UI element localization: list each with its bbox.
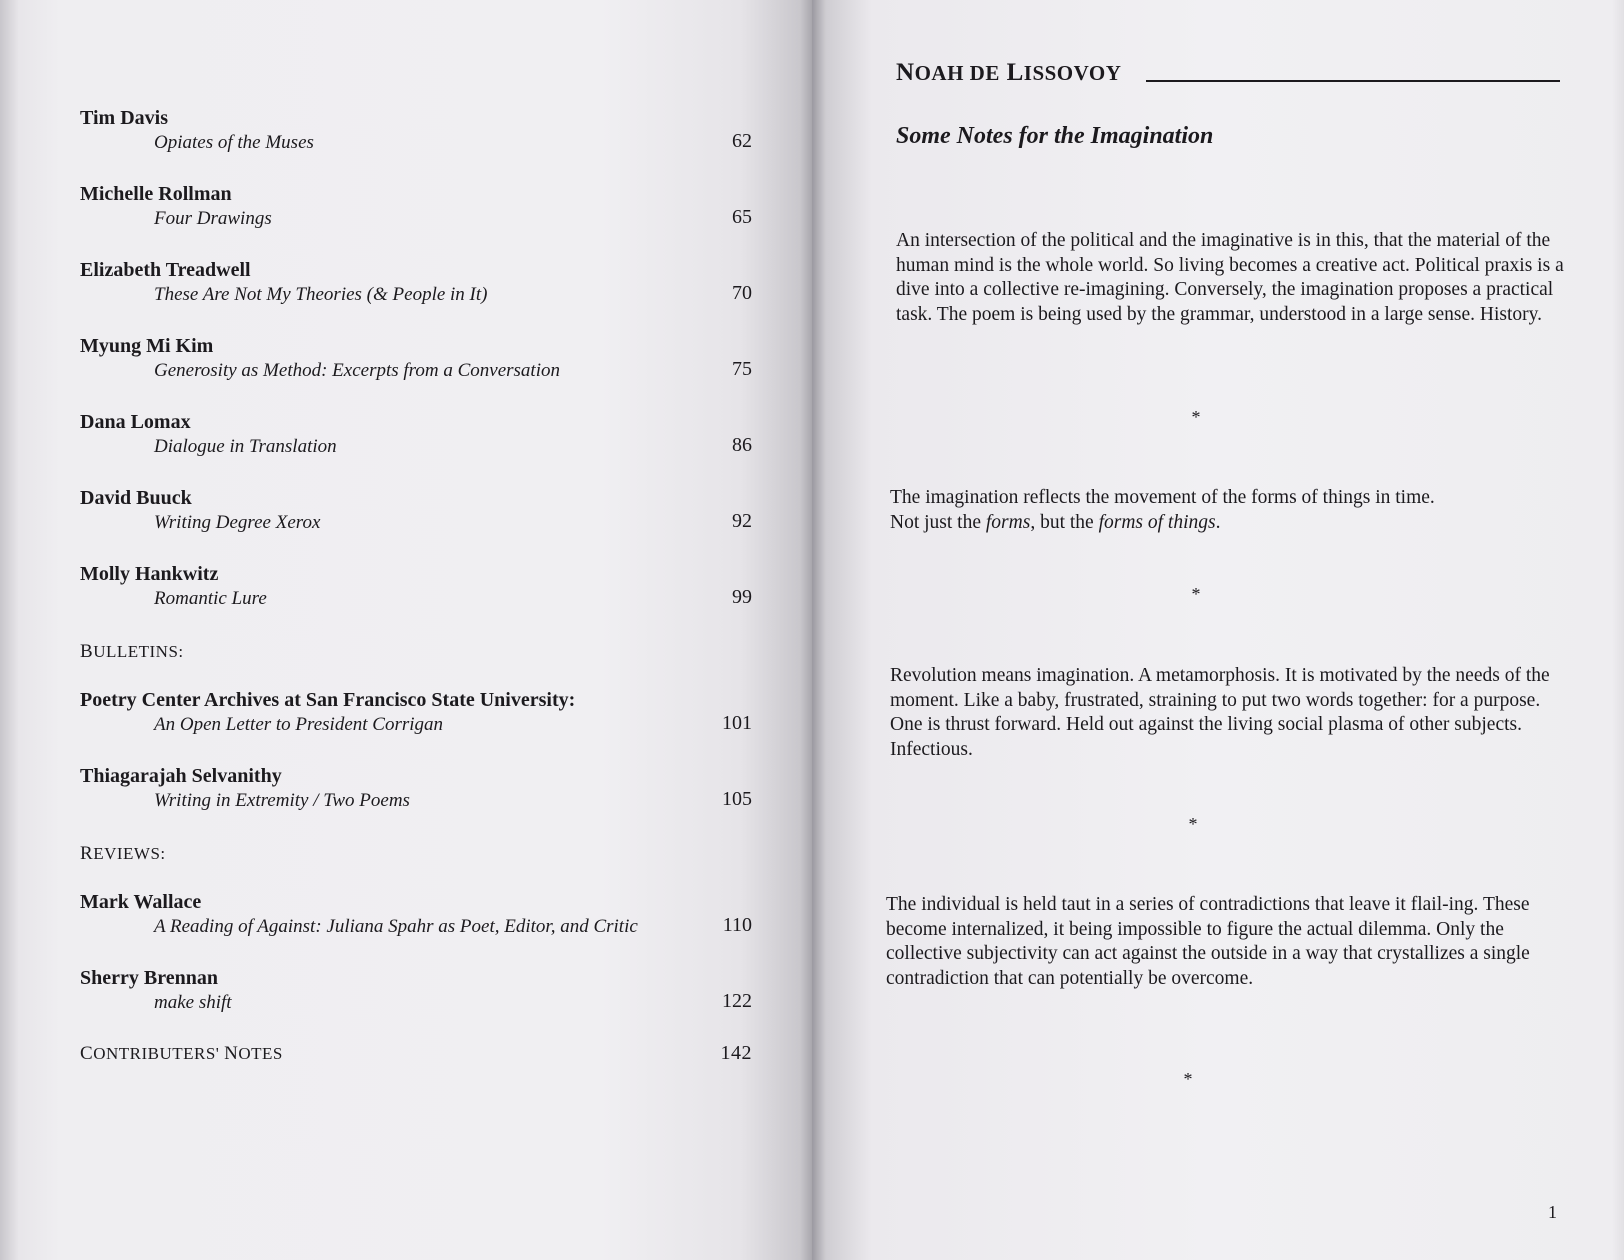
toc-author: Tim Davis: [80, 107, 168, 129]
heading-capital: B: [80, 641, 94, 662]
toc-title: make shift: [154, 992, 232, 1013]
toc-title: Dialogue in Translation: [154, 436, 337, 457]
toc-page-number: 86: [732, 434, 752, 456]
toc-page-number: 92: [732, 510, 752, 532]
author-rest: ISSOVOY: [1023, 61, 1122, 85]
heading-rest: EVIEWS:: [93, 844, 166, 863]
essay-paragraph: [890, 486, 1558, 535]
toc-title: Opiates of the Muses: [154, 132, 314, 153]
toc-title: These Are Not My Theories (& People in It): [154, 284, 488, 305]
essay-author: [896, 56, 1121, 90]
section-separator: *: [1183, 1069, 1193, 1089]
essay-paragraph: An intersection of the political and the imaginative is in this, that the material of the human mind is the whole world. So living becomes a creative act. Political praxis is a dive into a collective re-imagining. Conversely, the imagination proposes a practical task. The poem is being used by the grammar, understood in a large sense. History.: [896, 230, 1564, 325]
author-rest: OAH DE: [914, 61, 1000, 85]
left-page-edge: [0, 0, 18, 1260]
paragraph-text: , but the: [1030, 511, 1099, 533]
toc-page-number: 101: [722, 712, 752, 734]
toc-entry[interactable]: [80, 889, 760, 965]
section-separator: *: [1188, 814, 1198, 834]
toc-section-heading-bulletins: [80, 637, 760, 687]
essay-paragraph: The individual is held taut in a series of contradictions that leave it flail-ing. These become internalized, it being impossible to figure the actual dilemma. Only the collective subjectivity can act against the outside in a way that crystallizes a single contradiction that can potentially be overcome.: [886, 894, 1530, 989]
toc-author: Sherry Brennan: [80, 967, 218, 989]
toc-author: Thiagarajah Selvanithy: [80, 765, 282, 787]
toc-entry[interactable]: [80, 485, 760, 561]
toc-title: Four Drawings: [154, 208, 272, 229]
toc-author: David Buuck: [80, 487, 192, 509]
heading-rest: ONTRIBUTERS': [93, 1044, 220, 1063]
toc-entry[interactable]: [80, 965, 760, 1041]
toc-entry[interactable]: [80, 687, 760, 763]
paragraph-text: The imagination reflects the movement of the forms of things in time.: [890, 487, 1435, 508]
right-page: [812, 0, 1624, 1260]
toc-author: Myung Mi Kim: [80, 335, 214, 357]
toc-page-number: 110: [722, 914, 752, 936]
essay-title: Some Notes for the Imagination: [896, 123, 1214, 149]
author-rule: [1146, 80, 1560, 82]
heading-capital: C: [80, 1043, 94, 1064]
toc-entry[interactable]: [80, 409, 760, 485]
heading-rest: OTES: [238, 1044, 283, 1063]
paragraph-text: Not just the: [890, 511, 986, 533]
paragraph-text: .: [1215, 511, 1221, 533]
author-capital: N: [896, 59, 915, 86]
toc-page-number: 62: [732, 130, 752, 152]
toc-author: Dana Lomax: [80, 411, 191, 433]
table-of-contents: [80, 105, 760, 1081]
toc-author: Mark Wallace: [80, 891, 202, 913]
toc-page-number: 75: [732, 358, 752, 380]
section-separator: *: [1191, 407, 1201, 427]
toc-entry[interactable]: [80, 763, 760, 839]
toc-entry[interactable]: [80, 561, 760, 637]
toc-author: Michelle Rollman: [80, 183, 232, 205]
essay-author-heading: [896, 56, 1560, 90]
toc-title: An Open Letter to President Corrigan: [154, 714, 444, 735]
toc-title: Writing Degree Xerox: [154, 512, 321, 533]
toc-entry[interactable]: [80, 105, 760, 181]
toc-page-number: 142: [720, 1042, 752, 1064]
toc-author: Poetry Center Archives at San Francisco State University:: [80, 689, 576, 711]
toc-author: Elizabeth Treadwell: [80, 259, 251, 281]
page-number: 1: [1548, 1202, 1557, 1222]
heading-capital: N: [224, 1043, 239, 1064]
paragraph-emphasis: forms: [985, 511, 1031, 533]
toc-page-number: 70: [732, 282, 752, 304]
toc-title: Writing in Extremity / Two Poems: [154, 790, 410, 811]
heading-rest: ULLETINS:: [93, 642, 184, 661]
toc-title: Romantic Lure: [154, 588, 267, 609]
toc-page-number: 105: [722, 788, 752, 810]
toc-author: Molly Hankwitz: [80, 563, 219, 585]
toc-page-number: 122: [722, 990, 752, 1012]
author-capital: L: [1006, 59, 1024, 86]
paragraph-emphasis: forms of things: [1098, 511, 1216, 533]
toc-entry[interactable]: [80, 257, 760, 333]
toc-title: A Reading of Against: Juliana Spahr as Poet, Editor, and Critic: [154, 916, 638, 937]
section-separator: *: [1191, 584, 1201, 604]
toc-page-number: 65: [732, 206, 752, 228]
toc-title: Generosity as Method: Excerpts from a Conversation: [154, 360, 560, 381]
toc-entry[interactable]: [80, 333, 760, 409]
toc-entry[interactable]: [80, 181, 760, 257]
toc-page-number: 99: [732, 586, 752, 608]
heading-capital: R: [80, 843, 94, 864]
toc-section-heading-reviews: [80, 839, 760, 889]
toc-entry-contributors-notes[interactable]: [80, 1041, 760, 1081]
essay-paragraph: Revolution means imagination. A metamorphosis. It is motivated by the needs of the moment. Like a baby, frustrated, straining to put two words together: for a purpose. One is thrust forward. Held out against the living social plasma of other subjects. Infectious.: [890, 665, 1550, 760]
